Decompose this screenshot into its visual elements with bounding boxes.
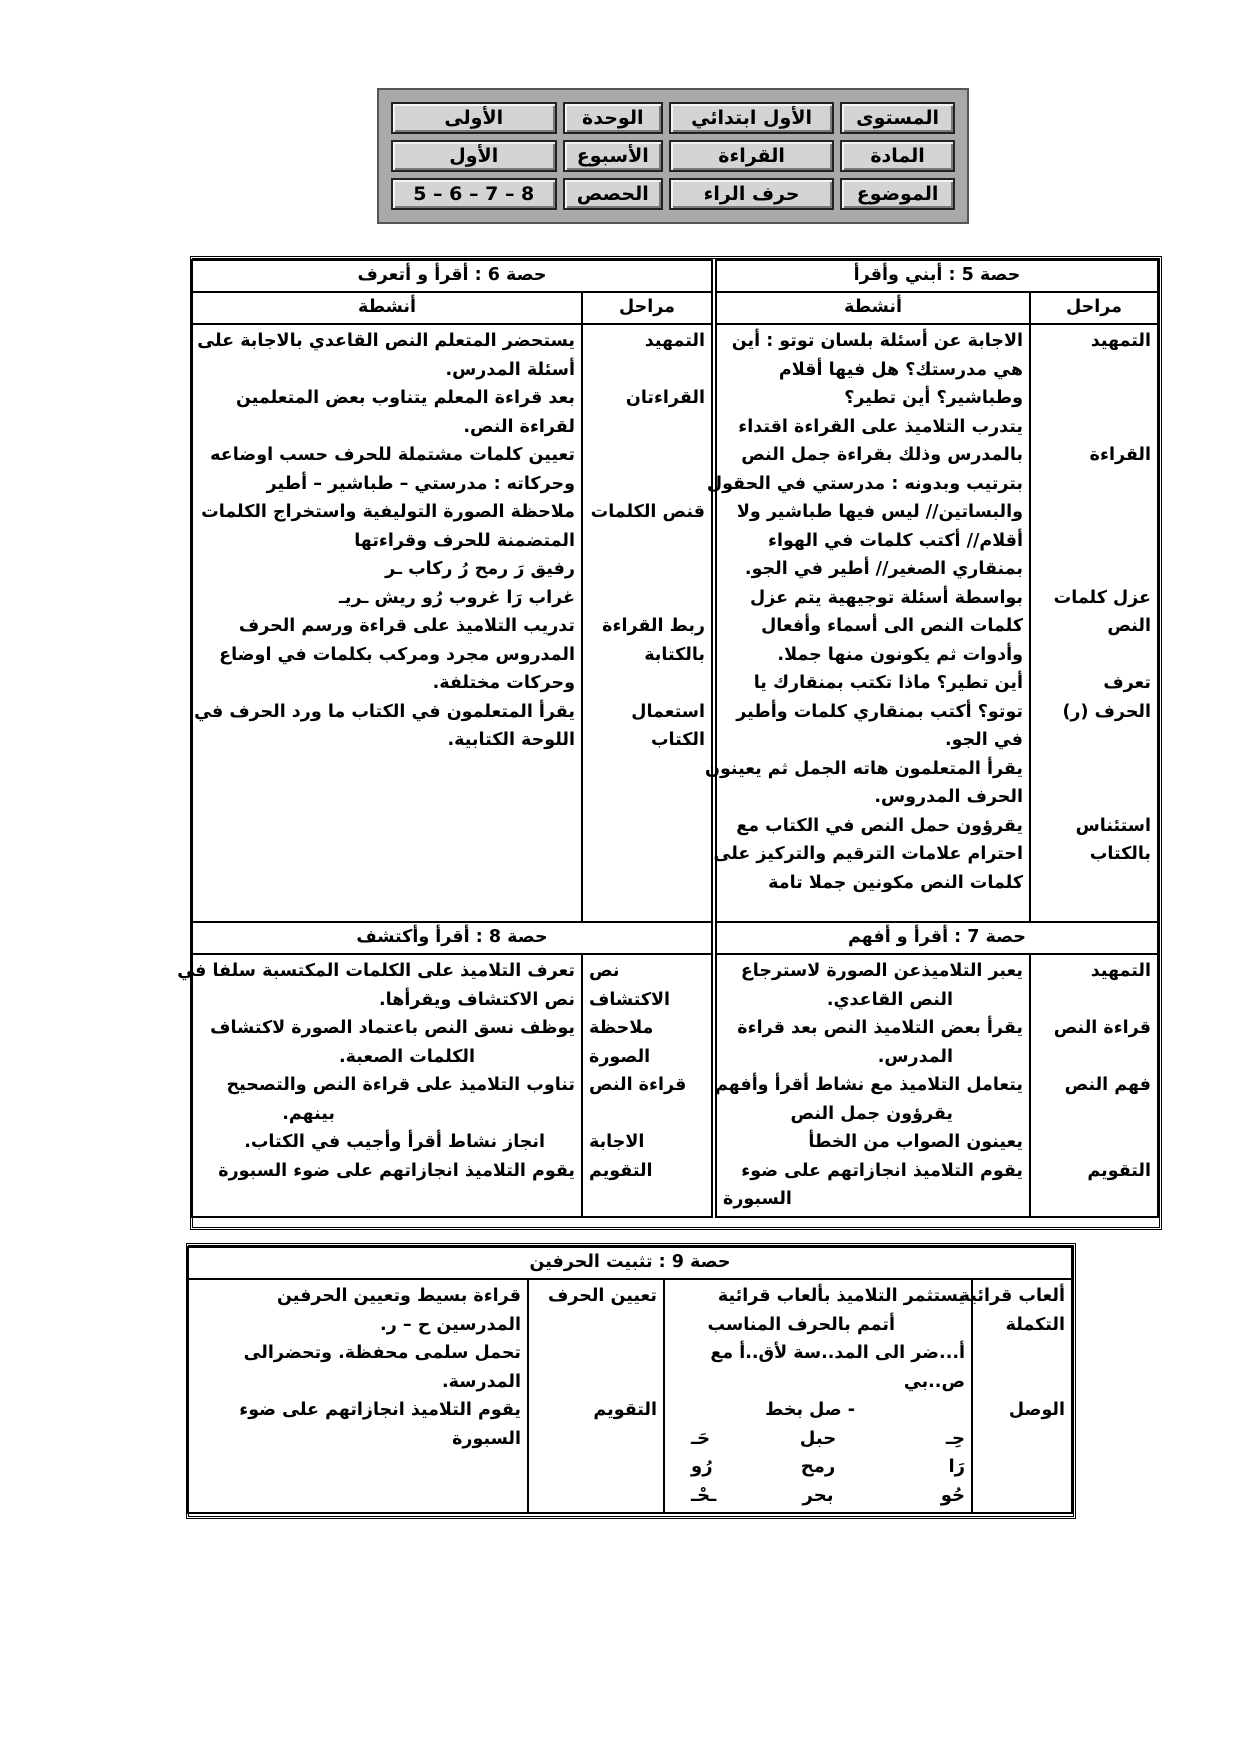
stage-line bbox=[1037, 783, 1151, 812]
stage-line bbox=[1037, 527, 1151, 556]
stage-line: قراءة النص bbox=[588, 1075, 687, 1095]
level-value: الأول ابتدائي bbox=[669, 102, 834, 134]
stage-line: نص bbox=[588, 961, 620, 981]
stage-line: ملاحظة bbox=[588, 1018, 654, 1038]
activity-line: أين تطير؟ ماذا تكتب بمنقارك يا bbox=[753, 673, 1023, 693]
activity-line: بمنقاري الصغير// أطير في الجو. bbox=[744, 559, 1023, 579]
activity-line: كلمات النص الى أسماء وأفعال bbox=[761, 616, 1023, 636]
stage-line: الصورة bbox=[588, 1046, 651, 1067]
topic-label: الموضوع bbox=[840, 178, 955, 210]
activity-line: يقرأ المتعلمون في الكتاب ما ورد الحرف في bbox=[194, 701, 575, 722]
stage-line bbox=[1037, 726, 1151, 755]
session-6-stages bbox=[582, 324, 712, 922]
stage-line bbox=[979, 1453, 1065, 1482]
activity-line: يقوم التلاميذ انجازاتهم على ضوء bbox=[741, 1160, 1023, 1181]
match-cell: ـحْـ bbox=[691, 1484, 717, 1506]
activity-line: أسئلة المدرس. bbox=[445, 359, 575, 380]
match-cell: حبل bbox=[799, 1427, 837, 1449]
activity-line: يقرأ المتعلمون هاته الجمل ثم يعينون bbox=[705, 758, 1023, 779]
activity-line: اللوحة الكتابية. bbox=[447, 730, 575, 750]
stage-line: الاجابة bbox=[588, 1132, 645, 1152]
stage-line: القراءة bbox=[1089, 445, 1151, 465]
activity-line: كلمات النص مكونين جملا تامة bbox=[768, 872, 1023, 893]
subject-value: القراءة bbox=[669, 140, 834, 172]
activity-line: بعد قراءة المعلم يتناوب بعض المتعلمين bbox=[235, 388, 575, 408]
stage-line bbox=[589, 441, 705, 470]
session-9-frame bbox=[186, 1243, 1076, 1519]
match-cell: رُو bbox=[691, 1456, 713, 1477]
stage-line: عزل كلمات bbox=[1053, 587, 1151, 608]
stage-line: ألعاب قرائية bbox=[959, 1286, 1065, 1306]
activity-line: المتضمنة للحرف وقراءتها bbox=[354, 530, 575, 551]
activity-line: النص القاعدي. bbox=[826, 989, 953, 1010]
session-6-title: حصة 6 : أقرأ و أتعرف bbox=[192, 260, 712, 292]
stage-line bbox=[535, 1311, 657, 1340]
activity-line: يتعامل التلاميذ مع نشاط أقرأ وأفهم bbox=[714, 1075, 1023, 1095]
topic-value: حرف الراء bbox=[669, 178, 834, 210]
stage-line: الحرف (ر) bbox=[1062, 701, 1151, 722]
stage-line: النص bbox=[1107, 616, 1151, 636]
activity-line: تعيين كلمات مشتملة للحرف حسب اوضاعه bbox=[210, 445, 575, 465]
activity-line: رفيق رَ رمح رُ ركاب ـر bbox=[385, 559, 575, 579]
stage-line bbox=[589, 669, 705, 698]
activity-line: في الجو. bbox=[944, 730, 1023, 750]
stage-line: الاكتشاف bbox=[588, 989, 671, 1010]
stage-line bbox=[979, 1339, 1065, 1368]
activity-line: السبورة bbox=[452, 1428, 521, 1449]
session-6-activities bbox=[192, 324, 582, 922]
activity-line: المدرسة. bbox=[442, 1371, 521, 1392]
session-9-activities-left bbox=[188, 1279, 528, 1513]
match-cell: رمح bbox=[800, 1456, 836, 1477]
stage-line bbox=[589, 527, 705, 556]
activity-line: يقرؤون حمل النص في الكتاب مع bbox=[736, 815, 1023, 836]
activity-line: أ...ضر الى المد..سة لأق..أ مع bbox=[710, 1343, 965, 1363]
matching-exercise bbox=[671, 1425, 965, 1511]
stage-line: قراءة النص bbox=[1053, 1018, 1151, 1038]
activity-line: ص..بي bbox=[903, 1371, 965, 1392]
stage-line bbox=[1037, 470, 1151, 499]
week-value: الأول bbox=[391, 140, 557, 172]
activity-line: أتمم بالحرف المناسب bbox=[707, 1314, 895, 1335]
activity-line: يوظف نسق النص باعتماد الصورة لاكتشاف bbox=[210, 1018, 575, 1038]
activity-line: الحرف المدروس. bbox=[874, 787, 1023, 807]
stage-line: بالكتابة bbox=[644, 644, 705, 665]
stage-line bbox=[979, 1425, 1065, 1454]
stage-line bbox=[1037, 986, 1151, 1015]
match-cell: حُو bbox=[940, 1484, 965, 1506]
stage-line: بالكتاب bbox=[1089, 844, 1151, 864]
stage-line: تعرف bbox=[1103, 673, 1151, 693]
match-cell: حَـ bbox=[691, 1427, 711, 1449]
stage-line: التمهيد bbox=[644, 331, 705, 351]
stage-line bbox=[1037, 555, 1151, 584]
stage-line bbox=[1037, 1100, 1151, 1129]
match-cell: حِـ bbox=[945, 1427, 965, 1449]
stage-line bbox=[1037, 413, 1151, 442]
activity-line: توتو؟ أكتب بمنقاري كلمات وأطير bbox=[736, 701, 1023, 722]
session-8-title: حصة 8 : أقرأ وأكتشف bbox=[192, 922, 712, 954]
stage-line: التمهيد bbox=[1090, 961, 1151, 981]
stage-line bbox=[1037, 755, 1151, 784]
stage-line bbox=[1037, 356, 1151, 385]
periods-label: الحصص bbox=[563, 178, 664, 210]
session-8-activities bbox=[177, 954, 582, 1217]
session-9-stages-right bbox=[959, 1279, 1072, 1513]
activity-line: قراءة بسيط وتعيين الحرفين bbox=[277, 1286, 521, 1306]
activity-line: غراب رَا غروب رُو ريش ـريـ bbox=[338, 587, 575, 608]
activity-line: وحركاته : مدرستي – طباشير – أطير bbox=[266, 473, 575, 494]
activity-line: يقرأ بعض التلاميذ النص بعد قراءة bbox=[737, 1018, 1023, 1038]
stage-line: الوصل bbox=[1008, 1400, 1065, 1420]
stage-line bbox=[979, 1368, 1065, 1397]
stage-line: التقويم bbox=[593, 1400, 657, 1420]
stage-line bbox=[979, 1482, 1065, 1511]
stage-line: فهم النص bbox=[1064, 1075, 1151, 1095]
activity-line: انجاز نشاط أقرأ وأجيب في الكتاب. bbox=[244, 1132, 545, 1152]
activity-line: نص الاكتشاف ويقرأها. bbox=[379, 989, 575, 1010]
session-5-stages bbox=[1030, 324, 1158, 922]
activity-line: هي مدرستك؟ هل فيها أقلام bbox=[778, 359, 1023, 380]
match-cell: رَا bbox=[948, 1456, 965, 1477]
session-5-activities bbox=[705, 324, 1030, 922]
stage-line bbox=[535, 1368, 657, 1397]
stage-line bbox=[1037, 641, 1151, 670]
stage-line bbox=[589, 356, 705, 385]
activity-line: تناوب التلاميذ على قراءة النص والتصحيح bbox=[226, 1075, 575, 1095]
activity-line: السبورة bbox=[722, 1189, 792, 1209]
unit-value: الأولى bbox=[391, 102, 557, 134]
session-5-activities-header: أنشطة bbox=[716, 292, 1030, 324]
stage-line: تعيين الحرف bbox=[548, 1286, 657, 1306]
activity-line: يستثمر التلاميذ بألعاب قرائية bbox=[717, 1286, 965, 1306]
activity-line: يقوم التلاميذ انجازاتهم على ضوء bbox=[239, 1400, 521, 1420]
stage-line bbox=[1037, 1043, 1151, 1072]
activity-line: أقلام// أكتب كلمات في الهواء bbox=[768, 530, 1023, 551]
activity-line: الاجابة عن أسئلة بلسان توتو : أين bbox=[731, 331, 1023, 351]
stage-line bbox=[589, 1100, 705, 1129]
activity-line: المدرس. bbox=[877, 1046, 953, 1067]
activity-line: وأدوات ثم يكونون منها جملا. bbox=[777, 644, 1023, 665]
stage-line bbox=[1037, 1128, 1151, 1157]
week-label: الأسبوع bbox=[563, 140, 664, 172]
activity-line: الكلمات الصعبة. bbox=[339, 1046, 475, 1067]
sessions-5-8-table bbox=[177, 259, 1159, 1218]
activity-line: احترام علامات الترقيم والتركيز على bbox=[713, 844, 1023, 864]
activity-line: المدروس مجرد ومركب بكلمات في اوضاع bbox=[219, 644, 575, 665]
activity-line: تحمل سلمى محفظة. وتحضرالى bbox=[243, 1343, 521, 1363]
activity-line: لقراءة النص. bbox=[463, 416, 575, 437]
activity-line: وحركات مختلفة. bbox=[432, 673, 575, 693]
subject-label: المادة bbox=[840, 140, 955, 172]
stage-line bbox=[535, 1339, 657, 1368]
activity-line: ملاحظة الصورة التوليفية واستخراج الكلمات bbox=[201, 502, 575, 522]
session-9-table bbox=[187, 1246, 1073, 1514]
activity-line: يتدرب التلاميذ على القراءة اقتداء bbox=[738, 416, 1023, 437]
activity-line: بترتيب وبدونه : مدرستي في الحقول bbox=[706, 473, 1023, 494]
stage-line bbox=[589, 413, 705, 442]
session-8-stages bbox=[582, 954, 712, 1217]
activity-line: يعبر التلاميذعن الصورة لاسترجاع bbox=[740, 961, 1023, 981]
stage-line: التقويم bbox=[1087, 1160, 1151, 1181]
activity-line: تدريب التلاميذ على قراءة ورسم الحرف bbox=[238, 616, 575, 636]
match-cell: بحر bbox=[802, 1484, 834, 1506]
activity-line: وطباشير؟ أين تطير؟ bbox=[844, 388, 1023, 408]
activity-line: يقرؤون جمل النص bbox=[790, 1103, 953, 1124]
stage-line: التمهيد bbox=[1090, 331, 1151, 351]
stage-line: استعمال bbox=[631, 701, 705, 722]
periods-value: 5 – 6 – 7 – 8 bbox=[391, 178, 557, 210]
activity-line: - صل بخط bbox=[765, 1400, 855, 1420]
stage-line bbox=[1037, 384, 1151, 413]
stage-line bbox=[589, 555, 705, 584]
stage-line: ربط القراءة bbox=[602, 616, 705, 636]
lesson-info-header bbox=[377, 88, 969, 224]
activity-line: والبساتين// ليس فيها طباشير ولا bbox=[736, 502, 1023, 522]
session-5-stages-header: مراحل bbox=[1030, 292, 1158, 324]
activity-line: يقوم التلاميذ انجازاتهم على ضوء السبورة bbox=[218, 1160, 575, 1181]
activity-line: بالمدرس وذلك بقراءة جمل النص bbox=[741, 445, 1023, 465]
session-9-stages-left bbox=[528, 1279, 664, 1513]
unit-label: الوحدة bbox=[563, 102, 664, 134]
stage-line: القراءتان bbox=[625, 388, 705, 408]
session-6-activities-header: أنشطة bbox=[192, 292, 582, 324]
activity-line: المدرسين ح – ر. bbox=[380, 1314, 521, 1335]
activity-line: يستحضر المتعلم النص القاعدي بالاجابة على bbox=[197, 331, 575, 351]
stage-line: الكتاب bbox=[650, 730, 705, 750]
stage-line bbox=[589, 584, 705, 613]
stage-line: التقويم bbox=[588, 1160, 653, 1181]
activity-line: بواسطة أسئلة توجيهية يتم عزل bbox=[750, 587, 1023, 608]
stage-line bbox=[1037, 498, 1151, 527]
activity-line: بينهم. bbox=[282, 1103, 335, 1124]
stage-line: قنص الكلمات bbox=[590, 502, 705, 522]
stage-line: استئناس bbox=[1075, 815, 1151, 836]
session-9-title: حصة 9 : تثبيت الحرفين bbox=[188, 1247, 1072, 1279]
activity-line: تعرف التلاميذ على الكلمات المكتسبة سلفا في bbox=[177, 961, 575, 981]
level-label: المستوى bbox=[840, 102, 955, 134]
sessions-5-8-frame bbox=[177, 256, 1162, 1230]
session-5-title: حصة 5 : أبني وأقرأ bbox=[716, 260, 1158, 292]
stage-line: التكملة bbox=[1005, 1314, 1065, 1335]
session-6-stages-header: مراحل bbox=[582, 292, 712, 324]
session-7-activities bbox=[716, 954, 1030, 1217]
session-9-activities-right bbox=[664, 1279, 972, 1513]
activity-line: يعينون الصواب من الخطأ bbox=[808, 1132, 1023, 1152]
session-7-stages bbox=[1030, 954, 1158, 1217]
session-7-title: حصة 7 : أقرأ و أفهم bbox=[716, 922, 1158, 954]
stage-line bbox=[589, 470, 705, 499]
